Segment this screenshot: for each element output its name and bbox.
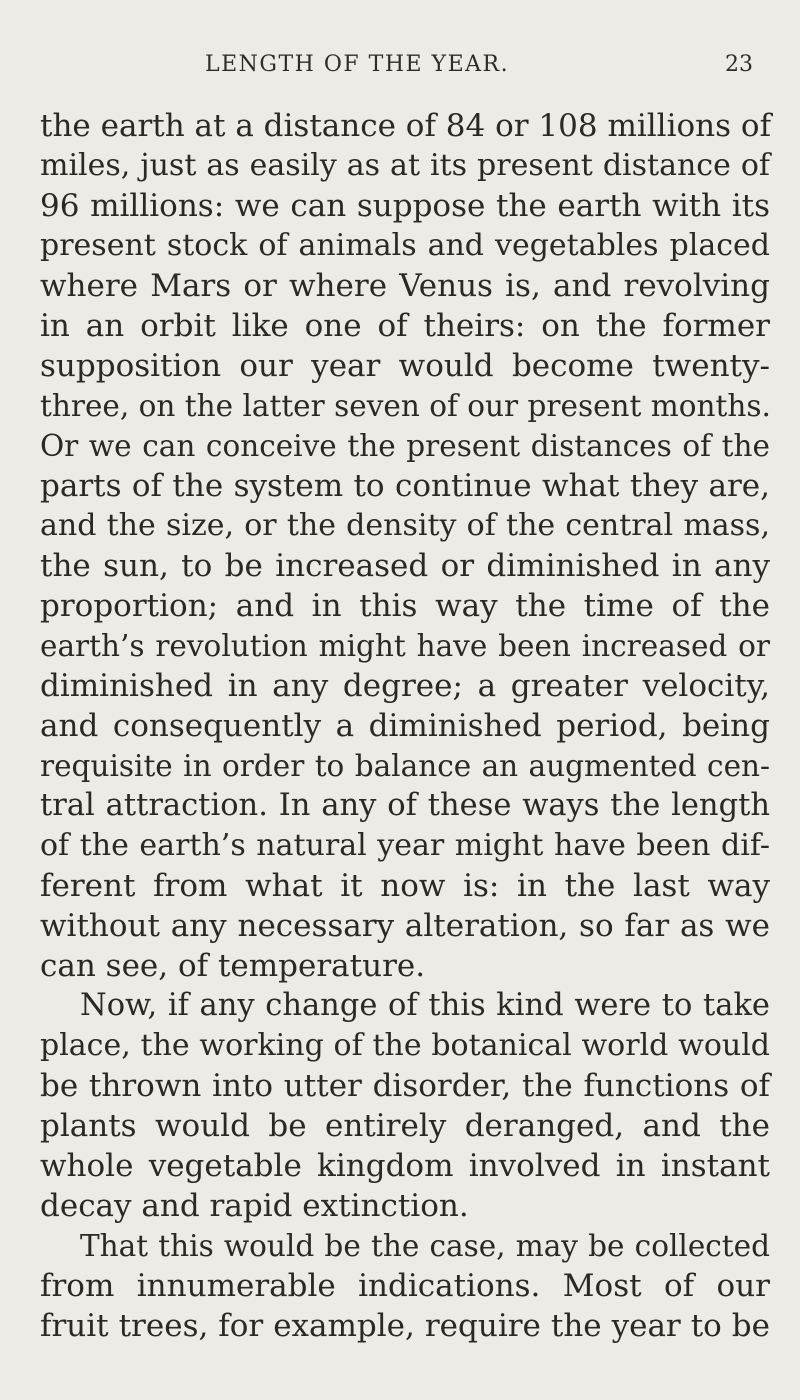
running-title: LENGTH OF THE YEAR. xyxy=(205,52,510,77)
text-line: plants would be entirely deranged, and the xyxy=(40,1108,770,1144)
text-line: tral attraction. In any of these ways the length xyxy=(40,788,770,823)
text-line: proportion; and in this way the time of the xyxy=(40,588,770,624)
text-line: Or we can conceive the present distances of the xyxy=(40,429,770,463)
text-line: the earth at a distance of 84 or 108 millions of xyxy=(40,108,772,144)
text-line: place, the working of the botanical world would xyxy=(40,1028,770,1063)
text-line: be thrown into utter disorder, the functions of xyxy=(40,1068,770,1104)
text-line: supposition our year would become twenty- xyxy=(40,348,770,384)
text-line: the sun, to be increased or diminished in any xyxy=(40,548,770,584)
text-line: miles, just as easily as at its present distance of xyxy=(40,148,770,183)
text-line: parts of the system to continue what they are, xyxy=(40,468,770,504)
text-line: fruit trees, for example, require the year to be xyxy=(40,1308,770,1344)
text-line: whole vegetable kingdom involved in instant xyxy=(40,1148,770,1184)
text-line: can see, of temperature. xyxy=(40,948,426,984)
text-line: That this would be the case, may be collected xyxy=(80,1229,770,1263)
text-line: and consequently a diminished period, being xyxy=(40,708,770,744)
text-line: of the earth’s natural year might have been dif- xyxy=(40,828,770,863)
text-line: decay and rapid extinction. xyxy=(40,1188,469,1224)
text-line: and the size, or the density of the central mass, xyxy=(40,508,770,543)
text-line: in an orbit like one of theirs: on the former xyxy=(40,308,770,344)
text-line: requisite in order to balance an augmented cen- xyxy=(40,749,770,783)
text-line: 96 millions: we can suppose the earth with its xyxy=(40,188,770,224)
text-line: three, on the latter seven of our present months. xyxy=(40,389,771,423)
text-line: diminished in any degree; a greater velocity, xyxy=(40,668,770,704)
text-line: where Mars or where Venus is, and revolving xyxy=(40,268,770,304)
text-line: present stock of animals and vegetables placed xyxy=(40,228,770,263)
text-line: earth’s revolution might have been increased or xyxy=(40,629,770,663)
page-number: 23 xyxy=(725,52,753,77)
text-line: Now, if any change of this kind were to take xyxy=(80,988,770,1023)
text-line: from innumerable indications. Most of our xyxy=(40,1268,770,1304)
text-line: ferent from what it now is: in the last way xyxy=(40,868,770,904)
text-line: without any necessary alteration, so far as we xyxy=(40,908,770,944)
